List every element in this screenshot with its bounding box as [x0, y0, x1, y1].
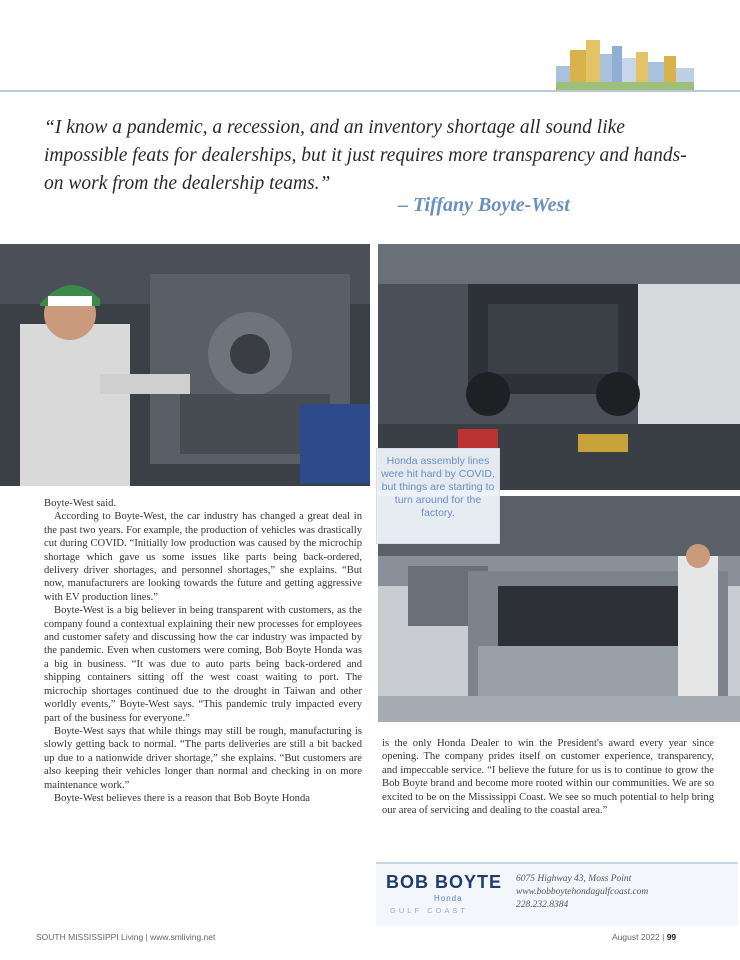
article-column-1 [44, 497, 362, 805]
article-paragraph: Boyte-West is a big believer in being transparent with customers, as the company found a contextual explaining their new processes for employees and customer safety and discussing how the car industry was impacted by the pandemic. Even when customers were coming, Bob Boyte Honda was a big in business. “It was due to auto parts being back-ordered and shipping containers sitting off the west coast waiting to port. The microchip shortages continued due to the drought in Taiwan and other worldly events,” Boyte-West says. “This pandemic truly impacted every part of the business for everyone.” [44, 605, 362, 724]
dealer-contact [516, 873, 648, 912]
page-number: 99 [666, 932, 677, 942]
article-paragraph: Boyte-West said. [44, 498, 117, 509]
footer-date: August 2022 | [612, 932, 665, 942]
article-paragraph: According to Boyte-West, the car industry has changed a great deal in the past two years. For example, the production of vehicles was drastically cut during COVID. “Initially low production was caused by the microchip shortage which gave us some issues like parts being back-ordered, delivery driver shortages, and personnel shortages,” she explains. “But now, manufacturers are looking towards the future and getting aggressive with EV production lines.” [44, 511, 362, 603]
footer-publication: SOUTH MISSISSIPPI Living | www.smliving.net [36, 932, 216, 942]
skyline-illustration [556, 28, 694, 90]
article-paragraph: Boyte-West says that while things may still be rough, manufacturing is slowly getting back to normal. “The parts deliveries are still a bit backed up due to a nationwide driver shortage,” she explains. “But customers are also keeping their vehicles longer than normal and checking in on more maintenance work.” [44, 725, 362, 791]
dealer-ad[interactable] [376, 862, 738, 926]
dealer-logo: BOB BOYTE [386, 872, 503, 892]
dealer-logo-brand: Honda [434, 894, 463, 903]
dealer-address: 6075 Highway 43, Moss Point [516, 874, 632, 884]
article-column-2 [382, 737, 714, 817]
pull-quote: “I know a pandemic, a recession, and an inventory shortage all sound like impossible feats for dealerships, but it just requires more transparency and hands-on work from the dealership teams.” [44, 117, 687, 194]
dealer-logo-location: GULF COAST [390, 906, 468, 915]
photo-engine-assembly [0, 244, 370, 486]
quote-attribution: – Tiffany Boyte-West [398, 194, 570, 216]
photo-caption: Honda assembly lines were hit hard by COVID, but things are starting to turn around for the factory. [376, 448, 500, 544]
dealer-phone: 228.232.8384 [516, 900, 569, 910]
footer-page-info [612, 932, 676, 942]
article-paragraph: Boyte-West believes there is a reason that Bob Boyte Honda [54, 792, 310, 804]
article-paragraph: is the only Honda Dealer to win the President's award every year since opening. The company prides itself on customer experience, transparency, and impeccable service. “I believe the future for us is to continue to grow the Bob Boyte brand and become more rooted within our communities. We are so excited to be on the Mississippi Coast. We see so much potential to help bring our area of servicing and dealing to the coastal area.” [382, 738, 714, 817]
header-rule [0, 90, 740, 92]
dealer-website-link[interactable]: www.bobboytehondagulfcoast.com [516, 887, 649, 897]
